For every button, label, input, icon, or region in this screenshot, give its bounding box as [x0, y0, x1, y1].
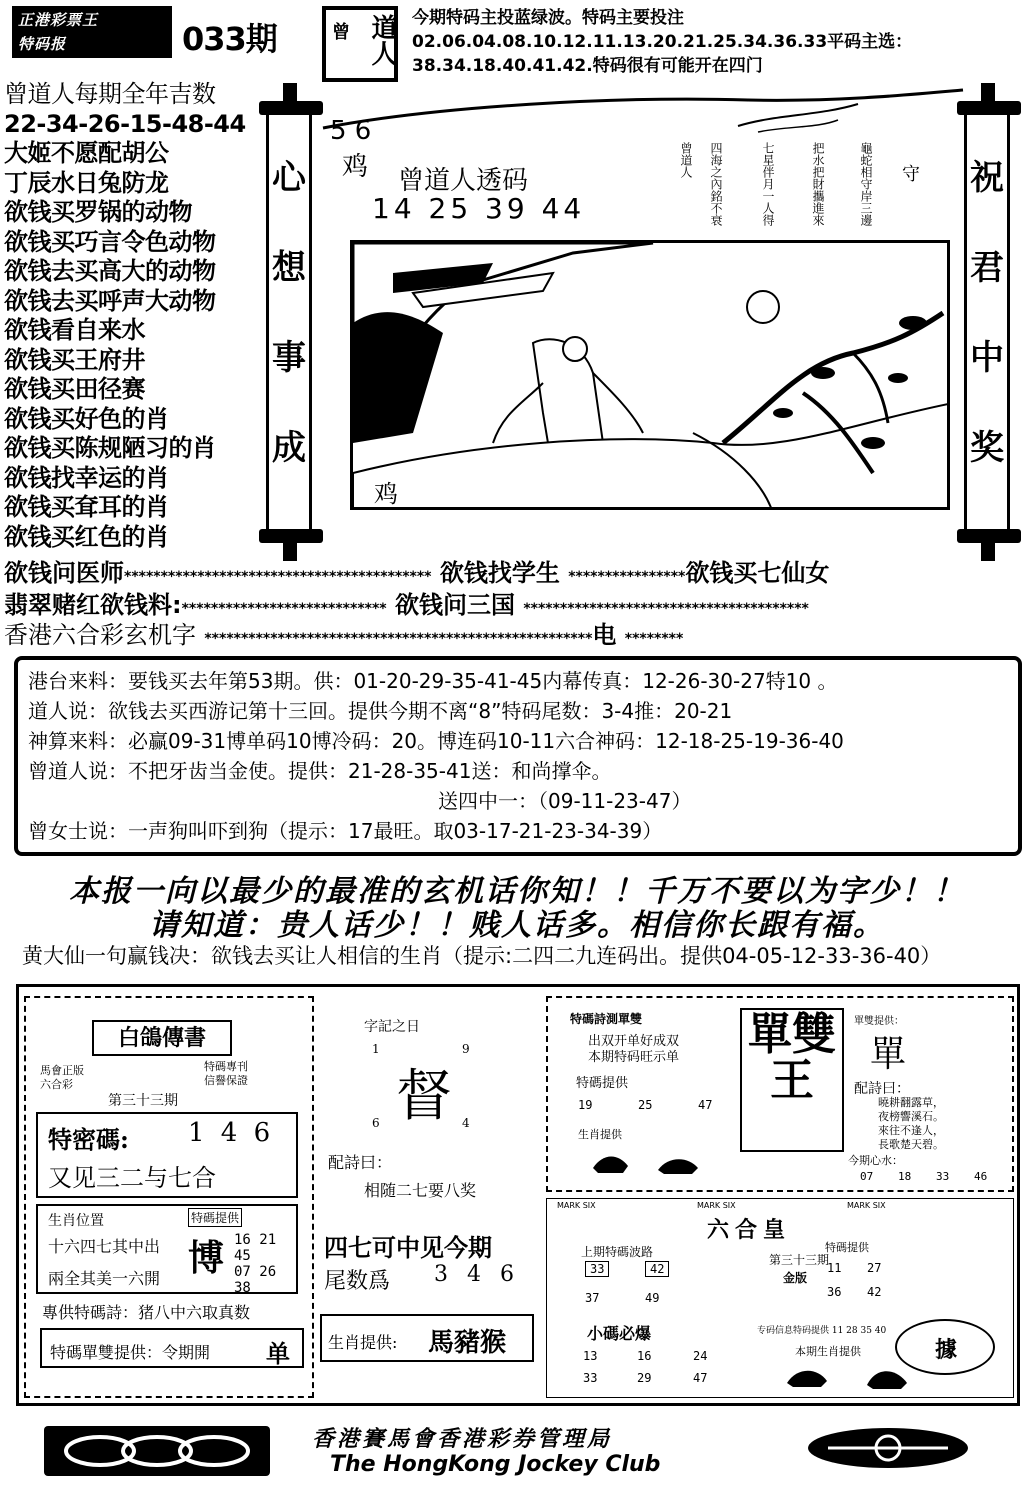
scroll-char: 祝: [970, 158, 1004, 198]
panel-d-issue: 第三十三期: [769, 1253, 830, 1267]
poem-char-shou: 守: [902, 164, 920, 185]
ink-brush-stroke: [318, 86, 968, 146]
line2-c: 欲钱问三国: [394, 591, 515, 619]
panel-d-xiaoma-num: 13: [583, 1349, 598, 1363]
issue-number: 033期: [182, 20, 277, 58]
left-list-heading: 曾道人每期全年吉数: [4, 80, 216, 108]
slogan-line-1: 本报一向以最少的最准的玄机话你知！！千万不要以为字少！！: [69, 874, 965, 909]
panel-a-sub-left2: 六合彩: [40, 1078, 73, 1091]
list-item: 大姬不愿配胡公: [4, 139, 169, 167]
panel-a-title: 白鴿傳書: [92, 1020, 232, 1056]
panel-d-title: 六合皇: [707, 1217, 792, 1243]
footer-chinese-name: 香港賽馬會香港彩券管理局: [312, 1426, 613, 1452]
panel-c-peishi: 配詩曰：: [854, 1081, 910, 1097]
panel-d-xiaoma-num: 29: [637, 1371, 652, 1385]
panel-a-danshuang-value: 单: [266, 1339, 290, 1368]
panel-b-headline: 四七可中见今期: [324, 1234, 492, 1262]
panel-a-sx-line1: 十六四七其中出: [48, 1237, 161, 1256]
poem-col: 七星伴月一人得: [761, 142, 775, 226]
left-lucky-list: [4, 80, 270, 552]
panel-a-tema-value: 1 4 6: [188, 1118, 275, 1148]
info-row: 送四中一：（09-11-23-47）: [438, 789, 692, 813]
panel-b-title: 字記之日: [364, 1019, 420, 1035]
panel-c-poem-line: 曉耕翻露草，: [878, 1096, 944, 1109]
panel-a-tema-label: 特密碼:: [48, 1125, 129, 1154]
panel-d-xiaoma: 小碼必爆: [587, 1324, 652, 1343]
footer-english-name: The HongKong Jockey Club: [330, 1452, 661, 1477]
scroll-rod-bottom: [283, 531, 297, 561]
tou-ma-numbers: 14 25 39 44: [372, 192, 586, 225]
line1-a: 欲钱问医师: [4, 559, 124, 587]
panel-d-seal-char: 據: [935, 1337, 958, 1363]
panel-b-peishi-line: 相随二七要八奖: [364, 1181, 477, 1200]
panel-c-poem-line: 夜榜響溪石。: [878, 1110, 944, 1123]
info-row: 曾道人说：不把牙齿当金使。提供：21-28-35-41送：和尚撑伞。: [28, 759, 612, 783]
list-item: 丁辰水日兔防龙: [4, 168, 169, 197]
list-item: 欲钱买巧言令色动物: [4, 227, 216, 256]
scroll-char: 成: [272, 428, 306, 468]
seal-right-chars: 道人: [367, 14, 397, 66]
list-item: 欲钱买耷耳的肖: [4, 493, 169, 521]
logo-emblem: [808, 1428, 968, 1468]
panel-d-tema-num: 11: [827, 1261, 842, 1275]
panel-b-n1: 1: [372, 1042, 380, 1056]
panel-a-sx-label: 生肖位置: [48, 1213, 104, 1229]
panel-b-n4: 4: [462, 1116, 470, 1130]
scroll-char: 心: [272, 158, 306, 198]
asterisk-line-2: [4, 590, 809, 624]
panel-a-sx-line2: 兩全其美一六開: [48, 1269, 161, 1288]
info-row: 曾女士说：一声狗叫吓到狗（提示：17最旺。取03-17-21-23-34-39）: [28, 819, 663, 843]
panel-c-poem-line: 來往不逢人，: [878, 1124, 944, 1137]
panel-d-sx-prov: 本期生肖提供: [795, 1345, 861, 1358]
panel-c-line2: 本期特码旺示单: [588, 1050, 680, 1065]
panel-d-xiaoma-num: 24: [693, 1349, 708, 1363]
list-item: 欲钱去买高大的动物: [4, 257, 216, 285]
left-list-numbers: 22-34-26-15-48-44: [4, 109, 246, 138]
panel-c-num: 19: [578, 1098, 593, 1112]
scholar-illustration: [350, 240, 950, 510]
panel-dan-shuang: [546, 996, 1014, 1192]
panel-c-tema-prov: 特碼提供: [576, 1076, 629, 1091]
line3-a: 香港六合彩玄机字: [4, 621, 196, 649]
panel-c-xinshui: 07: [860, 1170, 874, 1183]
panel-a-shengxiao-box: [36, 1204, 298, 1294]
panel-bai-ge: [24, 996, 314, 1398]
line1-stars2: ****************: [568, 569, 686, 585]
list-item: 欲钱找幸运的肖: [4, 463, 169, 492]
info-row: 神算来料：必赢09-31博单码10博冷码：20。博连码10-11六合神码：12-18-25-19-36-40: [28, 729, 844, 753]
panel-d-xiaoma-num: 33: [583, 1371, 598, 1385]
panel-c-shengxiao: 生肖提供: [578, 1128, 622, 1141]
panel-a-danshuang-label: 特碼單雙提供：令期開: [50, 1343, 211, 1362]
scroll-char: 奖: [970, 428, 1004, 468]
panel-c-xinshui: 33: [936, 1170, 950, 1183]
poem-col: 曾道人: [679, 142, 693, 178]
panel-d-bolu-num: 49: [645, 1291, 660, 1305]
panel-c-xinshui: 18: [898, 1170, 912, 1183]
panel-a-issue: 第三十三期: [108, 1093, 178, 1109]
jockey-club-logo-right: [808, 1428, 968, 1468]
panel-c-line1: 出双开单好成双: [588, 1034, 680, 1049]
tou-ma-title: 曾道人透码: [398, 166, 529, 196]
panel-d-tema-num: 42: [867, 1285, 882, 1299]
panel-d-mark: MARK SIX: [557, 1201, 596, 1210]
animal-icons: [588, 1148, 718, 1178]
panel-d-edition: 金版: [783, 1271, 808, 1285]
scroll-char: 事: [272, 338, 306, 378]
animal-icons: [767, 1359, 927, 1391]
panel-d-xiaoma-num: 16: [637, 1349, 652, 1363]
panel-b-big-char: 督: [396, 1064, 452, 1129]
zodiac-top: 鸡: [342, 152, 369, 182]
logo-pattern: [44, 1426, 270, 1476]
scroll-rod-bottom: [981, 531, 995, 561]
panel-d-bolu-num: 42: [645, 1261, 669, 1277]
panel-d-mark: MARK SIX: [697, 1201, 736, 1210]
panel-b-n6: 6: [372, 1116, 380, 1130]
panel-a-nums-r1: 16 21 45: [234, 1232, 277, 1264]
poem-col: 龜蛇相守岸三邊: [859, 142, 873, 226]
list-item: 欲钱买田径赛: [4, 375, 145, 403]
list-item: 欲钱买陈规陋习的肖: [4, 434, 216, 462]
list-item: 欲钱买王府井: [4, 345, 145, 374]
poem-col: 把水把財攜進來: [811, 142, 825, 226]
panel-c-title: 特碼詩測單雙: [570, 1012, 643, 1026]
panel-a-nums-r2: 07 26 38: [234, 1264, 277, 1296]
header-forecast-text: 今期特码主投蓝绿波。特码主要投注02.06.04.08.10.12.11.13.20.21.25.34.36.33平码主选：38.34.18.40.41.42.特码很有可能开在四门: [412, 8, 913, 76]
panel-c-num: 25: [638, 1098, 653, 1112]
panel-c-right-label: 單雙提供：: [854, 1016, 904, 1027]
scroll-cap-top: [259, 101, 323, 115]
panel-b-tail-value: 3 4 6: [434, 1262, 520, 1287]
panel-a-danshuang-box: [40, 1328, 304, 1368]
slogan-line-2: 请知道：贵人话少！！贱人话多。相信你长跟有福。: [149, 908, 885, 943]
panel-d-bolu-num: 37: [585, 1291, 600, 1305]
header-logo-line2: 特码报: [18, 35, 67, 53]
panel-b-sx-label: 生肖提供:: [328, 1333, 398, 1352]
panel-d-mark: MARK SIX: [847, 1201, 886, 1210]
info-box: [14, 656, 1022, 856]
line1-e: 欲钱买七仙女: [685, 559, 830, 587]
nums-top: 5 6: [330, 116, 372, 146]
panel-c-xinshui: 46: [974, 1170, 988, 1183]
header-logo: [12, 6, 172, 58]
panel-b-peishi: 配詩曰：: [328, 1153, 393, 1172]
panel-a-sub-right: 特碼專刊: [204, 1060, 248, 1073]
panel-d-special-line: 专码信息特码提供 11 28 35 40: [757, 1326, 887, 1336]
line1-c: 欲钱找学生: [439, 559, 560, 587]
panel-b-sx-value: 馬豬猴: [428, 1328, 507, 1358]
list-item: 欲钱买好色的肖: [4, 404, 169, 433]
line2-a: 翡翠赌红欲钱料:: [4, 591, 182, 619]
panel-a-tema-line: 又见三二与七合: [48, 1164, 216, 1192]
poem-col: 四海之內銘不衰: [709, 142, 723, 226]
panel-a-sub-right2: 信譽保證: [204, 1074, 248, 1087]
zodiac-bottom: 鸡: [374, 480, 398, 508]
info-row: 道人说：欲钱去买西游记第十三回。提供今期不离“8”特码尾数：3-4推：20-21: [28, 699, 733, 723]
seal-left-char: 曾: [332, 22, 350, 43]
panel-d-bolu: 上期特碼波路: [581, 1245, 654, 1259]
line3-c: 电: [592, 621, 617, 649]
list-item: 欲钱看自来水: [4, 316, 145, 344]
line3-stars: *****************************************************: [204, 631, 593, 647]
panel-b-n9: 9: [462, 1042, 470, 1056]
scroll-char: 中: [970, 338, 1004, 378]
panel-d-seal: [895, 1319, 995, 1375]
asterisk-line-1: [4, 558, 829, 592]
list-item: 欲钱去买呼声大动物: [4, 286, 216, 315]
illustration-drawing: [353, 243, 950, 510]
header-logo-line1: 正港彩票王: [18, 11, 99, 29]
line1-stars: ******************************************: [124, 569, 432, 585]
scroll-char: 君: [970, 248, 1004, 288]
panel-c-poem-line: 長歌楚天碧。: [878, 1138, 944, 1151]
jockey-club-logo-left: [44, 1426, 270, 1476]
panel-a-bo: 博: [188, 1237, 225, 1279]
line3-stars2: ********: [624, 631, 684, 647]
panel-b-sx-box: [320, 1314, 534, 1362]
panel-a-tema-box: [36, 1112, 298, 1198]
panel-d-bolu-num: 33: [585, 1261, 609, 1277]
panel-d-tema-prov: 特碼提供: [825, 1241, 869, 1254]
panel-c-jinqi: 今期心水：: [848, 1154, 903, 1167]
list-item: 欲钱买罗锅的动物: [4, 198, 192, 226]
huang-da-xian-line: 黄大仙一句赢钱决：欲钱去买让人相信的生肖（提示:二四二九连码出。提供04-05-12-33-36-40）: [22, 944, 942, 968]
panel-d-xiaoma-num: 47: [693, 1371, 708, 1385]
panel-c-num: 47: [698, 1098, 713, 1112]
panel-b-tail-label: 尾数爲: [324, 1269, 391, 1294]
zeng-daoren-seal: [322, 6, 398, 82]
line2-stars: ****************************: [181, 601, 387, 617]
panel-zi-ji: [320, 996, 540, 1398]
line2-stars2: ***************************************: [523, 601, 809, 617]
panel-d-tema-num: 27: [867, 1261, 882, 1275]
panel-c-right-big: 單: [870, 1034, 907, 1075]
panel-a-sub-left: 馬會正版: [40, 1064, 84, 1077]
panel-d-tema-num: 36: [827, 1285, 842, 1299]
panel-liu-he-huang: [546, 1198, 1014, 1398]
info-row: 港台来料：要钱买去年第53期。供：01-20-29-35-41-45内幕传真：12-26-30-27特10 。: [28, 669, 838, 693]
list-item: 欲钱买红色的肖: [4, 522, 169, 551]
asterisk-line-3: [4, 620, 683, 654]
panel-a-tema-prov: 特碼提供: [188, 1208, 242, 1227]
panel-c-stamp: 單雙王: [740, 1008, 844, 1152]
panel-a-special: 專供特碼詩：猪八中六取真数: [42, 1303, 251, 1322]
left-scroll: [266, 112, 312, 532]
right-scroll: [964, 112, 1010, 532]
scroll-char: 想: [272, 248, 306, 288]
